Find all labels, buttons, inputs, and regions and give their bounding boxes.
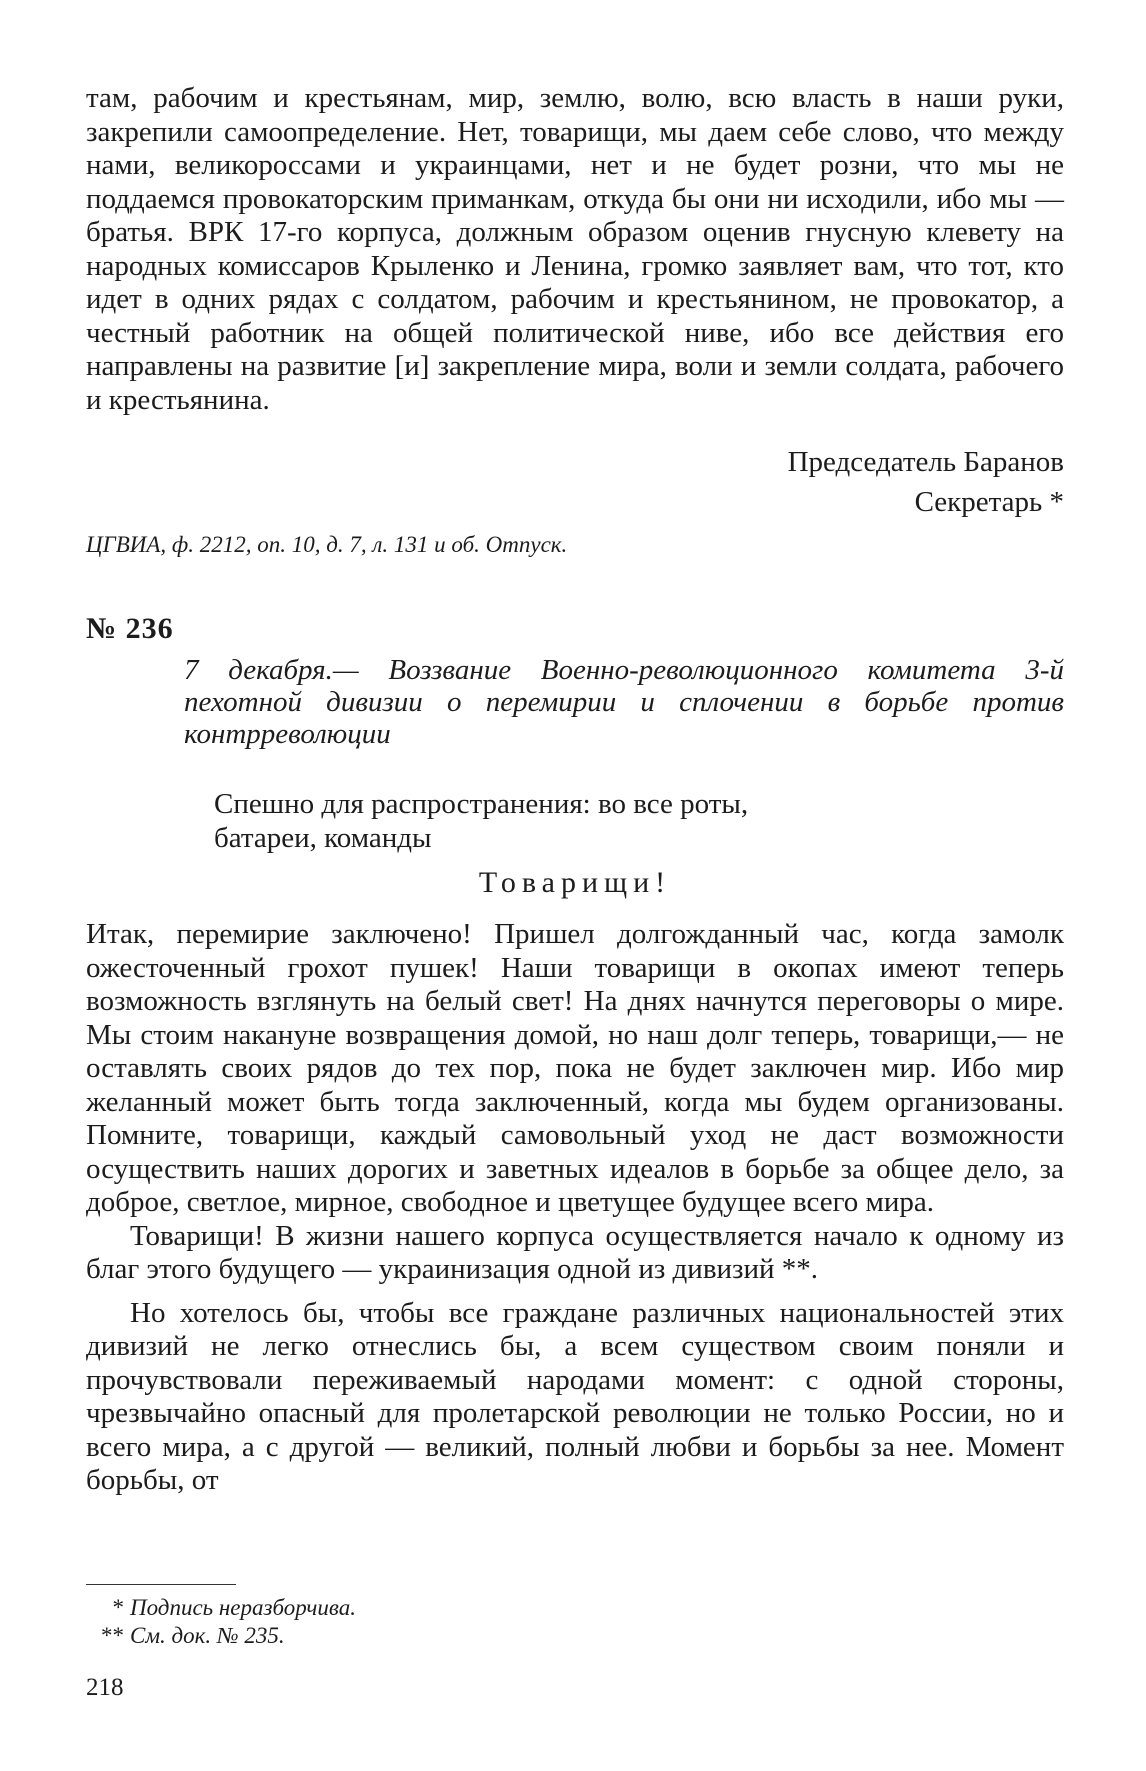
appeal-body (86, 918, 1064, 1498)
distribution-note-line1: Спешно для распространения: во все роты, (214, 788, 749, 820)
document-title: 7 декабря.— Воззвание Военно-революционного комитета 3-й пехотной дивизии о перемирии и сплочении в борьбе против контрреволюции (184, 654, 1064, 750)
footnote-mark: * (112, 1595, 124, 1620)
distribution-note-line2: батареи, команды (214, 822, 432, 854)
page-number: 218 (86, 1674, 124, 1701)
appeal-paragraph: Товарищи! В жизни нашего корпуса осуществляется начало к одному из благ этого будущего — украинизация одной из дивизий **. (86, 1219, 1064, 1285)
footnote-text: Подпись неразборчива. (130, 1595, 356, 1620)
appeal-heading: Товарищи! (478, 866, 672, 899)
continuation-paragraph: там, рабочим и крестьянам, мир, землю, волю, всю власть в наши руки, закрепили самоопределение. Нет, товарищи, мы даем себе слово, что между нами, великороссами и украинцами, нет и не будет розни, что мы не поддаемся провокаторским приманкам, откуда бы они ни исходили, ибо мы — братья. ВРК 17-го корпуса, должным образом оценив гнусную клевету на народных комиссаров Крыленко и Ленина, громко заявляет вам, что тот, кто идет в одних рядах с солдатом, рабочим и крестьянином, не провокатор, а честный работник на общей политической ниве, ибо все действия его направлены на развитие [и] закрепление мира, воли и земли солдата, рабочего и крестьянина. (86, 82, 1064, 416)
footnote-divider (86, 1584, 236, 1585)
appeal-paragraph: Но хотелось бы, чтобы все граждане различных национальностей этих дивизий не легко отнеслись бы, а всем существом своим поняли и прочувствовали переживаемый народами момент: с одной стороны, чрезвычайно опасный для пролетарской революции не только России, но и всего мира, а с другой — великий, полный любви и борьбы за нее. Момент борьбы, от (86, 1296, 1064, 1496)
footnote-text: См. док. № 235. (130, 1623, 285, 1648)
archive-reference: ЦГВИА, ф. 2212, оп. 10, д. 7, л. 131 и об. Отпуск. (86, 532, 568, 557)
appeal-paragraph: Итак, перемирие заключено! Пришел долгожданный час, когда замолк ожесточенный грохот пушек! Наши товарищи в окопах имеют теперь возможность взглянуть на белый свет! На днях начнутся переговоры о мире. Мы стоим накануне возвращения домой, но наш долг теперь, товарищи,— не оставлять своих рядов до тех пор, пока не будет заключен мир. Ибо мир желанный может быть тогда заключенный, когда мы будем организованы. Помните, товарищи, каждый самовольный уход не даст возможности осуществить наших дорогих и заветных идеалов в борьбе за общее дело, за доброе, светлое, мирное, свободное и цветущее будущее всего мира. (86, 918, 1064, 1218)
signature-chairman: Председатель Баранов (787, 446, 1064, 478)
document-number: № 236 (86, 612, 174, 645)
footnote (86, 1622, 1064, 1650)
footnote-mark: ** (101, 1623, 124, 1648)
signature-secretary: Секретарь * (914, 486, 1064, 518)
footnote (86, 1594, 1064, 1622)
